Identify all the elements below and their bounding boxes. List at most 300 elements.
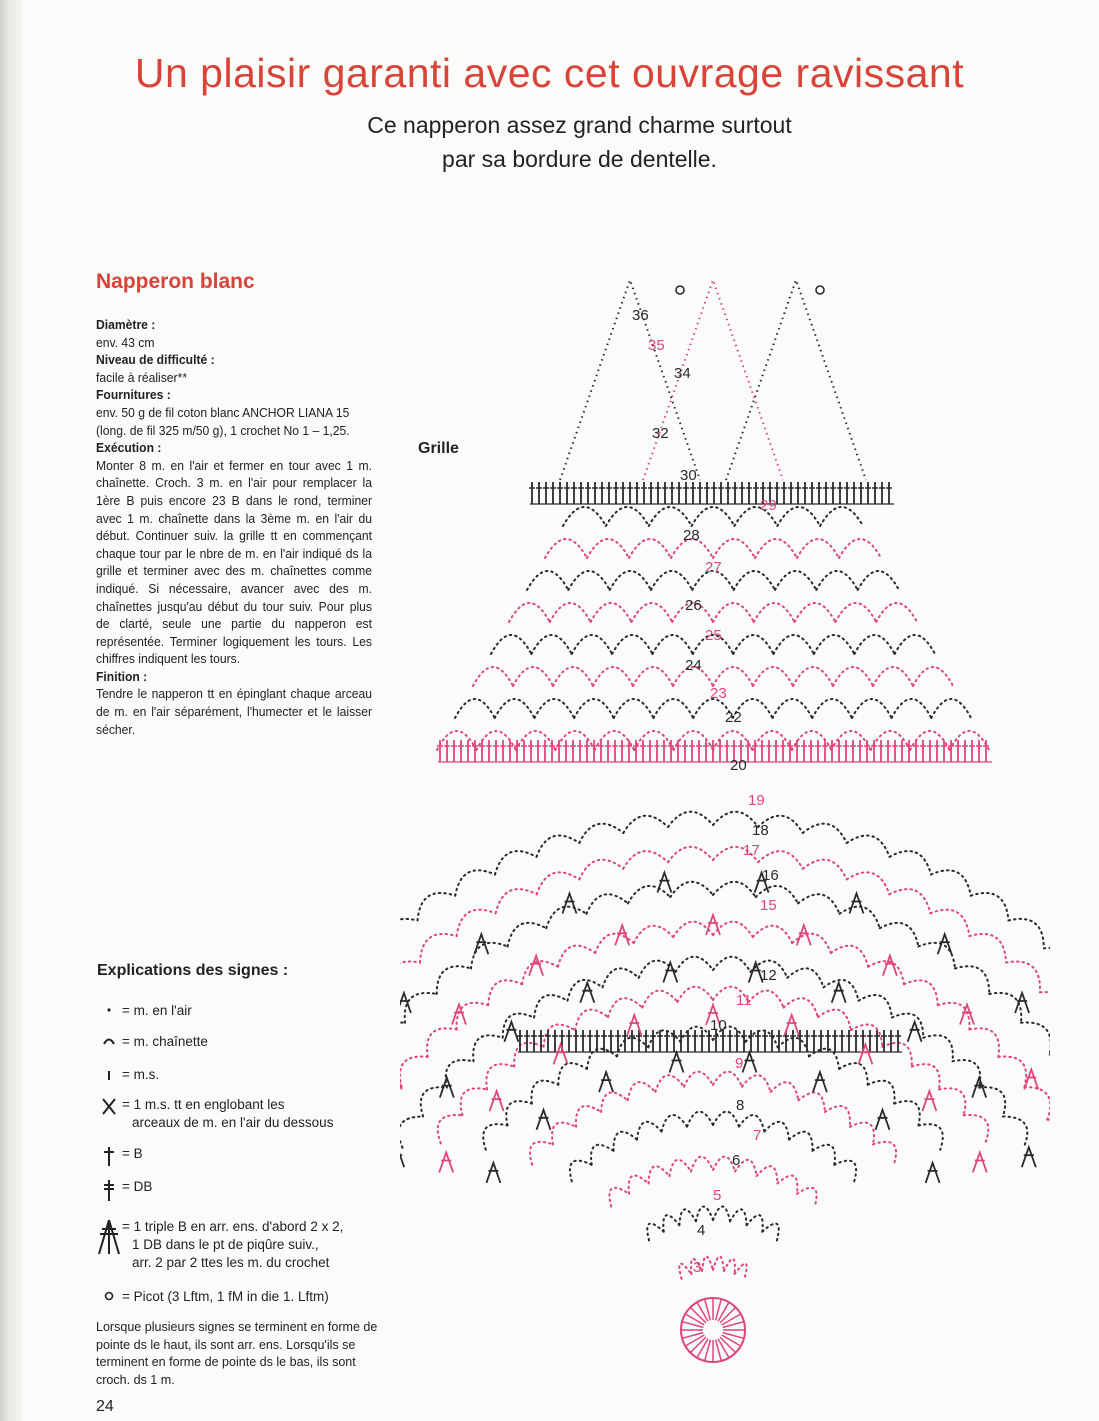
mesh-loop — [631, 603, 672, 622]
cluster-stitch — [922, 1091, 936, 1111]
mesh-loop — [534, 699, 574, 718]
chain-loop — [979, 1087, 1005, 1116]
round-number-label: 16 — [762, 867, 779, 884]
round-number-label: 28 — [683, 527, 700, 544]
chain-loop — [637, 1122, 662, 1140]
chain-loop — [642, 991, 677, 1008]
chain-loop — [670, 882, 713, 897]
chain-loop — [859, 995, 892, 1018]
round-number-label: 30 — [680, 467, 697, 484]
chain-loop — [418, 893, 456, 921]
chain-loop — [713, 882, 756, 897]
legend-text-2: arceaux de m. en l'air du dessous — [132, 1115, 334, 1130]
chain-loop — [609, 1188, 629, 1207]
chain-loop — [742, 1075, 771, 1092]
mesh-loop — [614, 699, 654, 718]
diameter-label: Diamètre : — [96, 317, 156, 332]
chain-loop — [400, 1117, 423, 1148]
legend-item-x — [96, 1096, 333, 1132]
chain-loop — [930, 910, 969, 936]
cluster-stitch — [400, 1147, 404, 1167]
chain-loop — [534, 995, 567, 1018]
legend-item-picot — [96, 1288, 329, 1307]
legend-item-tr — [96, 1178, 152, 1207]
mesh-loop — [754, 603, 795, 622]
chain-loop — [813, 1145, 835, 1165]
mesh-loop — [713, 539, 755, 558]
mesh-loop — [777, 507, 820, 526]
mesh-loop — [591, 603, 632, 622]
mesh-loop — [634, 731, 674, 750]
legend-text-3: arr. 2 par 2 ttes les m. du crochet — [132, 1255, 330, 1270]
chain-loop — [455, 870, 495, 895]
cluster-stitch — [883, 956, 897, 976]
chain-loop — [713, 1112, 739, 1127]
chain-loop — [749, 991, 784, 1008]
round-number-label: 22 — [725, 709, 742, 726]
chain-loop — [613, 1132, 637, 1151]
round-number-label: 19 — [748, 792, 765, 809]
chain-loop — [628, 886, 670, 903]
chain-loop — [400, 962, 420, 993]
chain-loop — [420, 934, 457, 963]
legend-text: = m.s. — [122, 1067, 160, 1082]
chain-loop — [1047, 1120, 1050, 1155]
page-subtitle — [0, 108, 1099, 176]
chain-loop — [623, 816, 668, 833]
mesh-loop — [797, 539, 839, 558]
chain-loop — [558, 1063, 587, 1085]
picot-icon — [96, 1288, 122, 1307]
chain-loop — [730, 1209, 747, 1225]
chain-loop — [998, 1057, 1026, 1087]
round-number-label: 12 — [760, 967, 777, 984]
chain-loop — [1044, 948, 1050, 980]
chain-loop — [777, 1176, 797, 1194]
chain-loop — [514, 1043, 543, 1067]
chain-loop — [1006, 962, 1040, 993]
execution-label: Exécution : — [96, 440, 162, 456]
chain-loop — [890, 851, 932, 874]
top-point — [643, 280, 783, 480]
chain-loop — [969, 934, 1006, 963]
cluster-stitch — [537, 1110, 551, 1130]
round-number-label: 5 — [713, 1187, 722, 1204]
legend-text: = 1 triple B en arr. ens. d'abord 2 x 2, — [122, 1219, 344, 1234]
chain-loop — [713, 1072, 742, 1087]
supplies-label: Fournitures : — [96, 387, 171, 403]
chain-loop — [558, 946, 595, 967]
legend-text: = 1 m.s. tt en englobant les — [122, 1097, 285, 1112]
mesh-loop — [873, 667, 913, 686]
cluster-stitch — [908, 1022, 922, 1042]
chain-loop — [603, 968, 639, 987]
chain-loop — [421, 1087, 447, 1116]
mesh-loop — [931, 699, 971, 718]
mesh-loop — [773, 699, 813, 718]
chain-loop — [724, 1259, 735, 1274]
mesh-loop — [516, 731, 555, 750]
mesh-loop — [913, 667, 953, 686]
chain-loop — [847, 872, 890, 894]
chain-loop — [964, 1115, 989, 1144]
mesh-loop — [606, 507, 649, 526]
mesh-loop — [455, 699, 495, 718]
chain-loop — [608, 998, 642, 1017]
round-number-label: 24 — [685, 657, 702, 674]
chain-loop — [446, 1060, 474, 1088]
chain-loop — [629, 1176, 649, 1194]
mesh-loop — [755, 539, 797, 558]
finishing-value: Tendre le napperon tt en épinglant chaque arceau de m. en l'air séparément, l'humecter et le laisser sécher. — [96, 686, 372, 737]
mesh-loop — [713, 667, 753, 686]
mesh-loop — [895, 635, 935, 654]
legend-text: = Picot (3 Lftm, 1 fM in die 1. Lftm) — [122, 1289, 329, 1304]
round-number-label: 25 — [705, 627, 722, 644]
chain-loop — [798, 1093, 825, 1112]
chain-loop — [889, 889, 930, 913]
round-number-label: 9 — [735, 1055, 744, 1072]
cluster-stitch — [670, 1053, 684, 1073]
chain-loop — [771, 1082, 799, 1100]
legend-item-dc — [96, 1145, 143, 1172]
chain-loop — [483, 1124, 507, 1150]
chain-loop — [757, 1166, 778, 1183]
round-number-label: 11 — [736, 992, 752, 1009]
page-number: 24 — [96, 1398, 114, 1415]
mesh-loop — [892, 699, 932, 718]
chain-loop — [831, 946, 868, 967]
chain-loop — [579, 824, 623, 843]
mesh-loop — [812, 699, 852, 718]
chain-loop — [789, 1132, 813, 1151]
legend-text: = DB — [122, 1179, 153, 1194]
mesh-loop — [692, 507, 735, 526]
mesh-loop — [563, 507, 606, 526]
cluster-stitch — [876, 1110, 890, 1130]
chain-loop — [1003, 1117, 1027, 1148]
chain-loop — [486, 1064, 514, 1089]
chain-loop — [747, 1215, 763, 1232]
mesh-loop — [654, 699, 694, 718]
chain-loop — [473, 1035, 503, 1061]
mesh-loop — [651, 571, 692, 590]
difficulty-label: Niveau de difficulté : — [96, 352, 215, 368]
cluster-stitch — [1022, 1147, 1036, 1167]
mesh-loop — [876, 603, 917, 622]
finishing-label: Finition : — [96, 668, 148, 684]
mesh-loop — [854, 635, 894, 654]
mesh-loop — [574, 699, 614, 718]
chain-loop — [668, 847, 713, 862]
bar-icon — [96, 1066, 122, 1087]
chain-loop — [457, 910, 496, 936]
dagger-icon — [96, 1145, 122, 1172]
mesh-loop — [753, 667, 793, 686]
round-number-label: 32 — [652, 425, 669, 442]
legend-text-2: 1 DB dans le pt de piqûre suiv., — [132, 1237, 319, 1252]
chain-loop — [894, 1101, 920, 1125]
chain-loop — [818, 1010, 851, 1031]
round-number-label: 34 — [674, 365, 691, 382]
cluster-stitch — [832, 983, 846, 1003]
chain-loop — [850, 1123, 874, 1145]
chain-loop — [437, 966, 471, 994]
double-dagger-icon — [96, 1178, 122, 1207]
subtitle-line-2: par sa bordure de dentelle. — [442, 146, 717, 172]
chain-loop — [575, 1010, 608, 1031]
chain-loop — [488, 980, 522, 1005]
mesh-loop — [713, 731, 752, 750]
mesh-loop — [839, 539, 881, 558]
chain-loop — [931, 870, 971, 895]
crochet-chart — [400, 260, 1050, 1410]
cluster-stitch — [743, 1053, 757, 1073]
round-number-label: 7 — [753, 1127, 762, 1144]
round-number-label: 36 — [632, 307, 649, 324]
chain-loop — [840, 907, 880, 929]
mesh-loop — [831, 731, 870, 750]
round-number-label: 26 — [685, 597, 702, 614]
pattern-name: Napperon blanc — [96, 270, 255, 293]
cluster-stitch — [580, 983, 594, 1003]
legend-text: = B — [122, 1146, 143, 1161]
chain-loop — [400, 1087, 402, 1120]
cluster-stitch — [1015, 993, 1029, 1013]
cluster-stitch — [529, 956, 543, 976]
round-number-label: 3 — [693, 1259, 702, 1276]
chain-loop — [969, 1028, 999, 1057]
chain-loop — [971, 893, 1009, 921]
chain-loop — [552, 1123, 576, 1145]
mesh-loop — [814, 635, 854, 654]
mesh-loop — [553, 667, 593, 686]
chain-loop — [702, 1256, 713, 1271]
mesh-loop — [820, 507, 863, 526]
chain-loop — [713, 1256, 724, 1271]
chain-loop — [461, 1088, 487, 1115]
dot-icon — [96, 1002, 122, 1021]
mesh-loop — [835, 603, 876, 622]
chain-loop — [679, 1209, 696, 1225]
top-point — [726, 280, 866, 480]
cluster-stitch — [850, 894, 864, 914]
round-number-label: 18 — [752, 822, 769, 839]
chain-loop — [825, 1106, 850, 1127]
chain-loop — [803, 860, 847, 880]
mesh-loop — [775, 571, 816, 590]
chain-loop — [628, 1082, 656, 1100]
chain-loop — [939, 1088, 965, 1115]
mesh-loop — [555, 731, 594, 750]
mesh-loop — [833, 667, 873, 686]
chain-loop — [798, 894, 840, 914]
mesh-loop — [593, 667, 633, 686]
mesh-loop — [871, 731, 910, 750]
chain-loop — [834, 1161, 856, 1182]
mesh-loop — [633, 667, 673, 686]
chain-loop — [570, 1161, 592, 1182]
cluster-stitch — [615, 925, 629, 945]
round-number-label: 10 — [710, 1017, 727, 1034]
chain-loop — [579, 860, 623, 880]
round-number-label: 27 — [705, 559, 722, 576]
chain-loop — [679, 1264, 691, 1279]
chain-loop — [601, 1093, 628, 1112]
cluster-stitch — [599, 1072, 613, 1092]
cluster-stitch — [486, 1163, 500, 1183]
page-binding — [0, 0, 22, 1421]
chain-loop — [919, 1124, 943, 1150]
page-title: Un plaisir garanti avec cet ouvrage ravissant — [134, 50, 965, 96]
chain-loop — [506, 1101, 532, 1125]
chain-loop — [508, 923, 547, 947]
chain-loop — [634, 926, 673, 943]
chain-loop — [839, 1063, 868, 1085]
execution-value: Monter 8 m. en l'air et fermer en tour avec 1 m. chaînette. Croch. 3 m. en l'air pour remplacer la 1ère B puis encore 23 B dans le rond, terminer avec 1 m. chaînette dans la 3ème m. en l'air du début. Continuer suiv. la grille tt en commençant chaque tour par le nbre de m. en l'air indiqué ds la grille et terminer avec des m. chaînettes comme indiqué. Si nécessaire, avancer avec des m. chaînettes jusqu'au début du tour suiv. Pour plus de clarté, seule une partie du napperon est représentée. Terminer logiquement les tours. Les chiffres indiquent les tours. — [96, 457, 372, 667]
mesh-loop — [572, 635, 612, 654]
chain-loop — [953, 1060, 981, 1088]
chain-loop — [713, 957, 750, 972]
chain-loop — [530, 1142, 553, 1165]
mesh-loop — [774, 635, 814, 654]
round-number-label: 29 — [760, 497, 777, 514]
chain-loop — [1024, 1087, 1050, 1120]
chain-loop — [496, 889, 537, 913]
chain-loop — [904, 980, 938, 1005]
mesh-loop — [531, 635, 571, 654]
mesh-loop — [816, 571, 857, 590]
chain-loop — [678, 987, 714, 1002]
mesh-loop — [649, 507, 692, 526]
round-number-label: 15 — [760, 897, 777, 914]
chain-loop — [803, 824, 847, 843]
chain-loop — [587, 894, 629, 914]
chain-loop — [427, 1028, 457, 1057]
mesh-loop — [568, 571, 609, 590]
chain-loop — [938, 1003, 970, 1030]
legend-note: Lorsque plusieurs signes se terminent en forme de pointe ds le haut, ils sont arr. ens. Lorsqu'ils se terminent en forme de pointe ds le bas, ils sont croch. ds 1 m. — [96, 1319, 378, 1387]
cluster-stitch — [439, 1153, 453, 1173]
chain-loop — [400, 919, 418, 948]
chain-loop — [912, 1064, 940, 1089]
chain-loop — [495, 851, 537, 874]
chain-loop — [647, 1224, 663, 1241]
chain-loop — [649, 1166, 670, 1183]
chain-loop — [676, 957, 713, 972]
diameter-value: env. 43 cm — [96, 334, 155, 350]
round-number-label: 17 — [743, 842, 760, 859]
chain-loop — [762, 1224, 778, 1241]
mesh-loop — [734, 571, 775, 590]
chain-loop — [623, 851, 668, 869]
chain-loop — [576, 1106, 601, 1127]
chain-loop — [400, 1023, 405, 1055]
mesh-loop — [545, 539, 587, 558]
legend-text: = m. chaînette — [122, 1034, 208, 1049]
chain-loop — [669, 1160, 691, 1176]
chain-loop — [1009, 919, 1044, 948]
mesh-loop — [587, 539, 629, 558]
round-number-label: 23 — [710, 685, 727, 702]
mesh-loop — [437, 731, 476, 750]
round-number-label: 8 — [736, 1097, 745, 1114]
chain-loop — [764, 1122, 789, 1140]
round-number-label: 35 — [648, 337, 665, 354]
chain-loop — [713, 1207, 730, 1222]
arc-icon — [96, 1033, 122, 1052]
chain-loop — [537, 872, 580, 894]
chain-loop — [546, 907, 586, 929]
chain-loop — [400, 1057, 428, 1087]
chart-label: Grille — [418, 440, 459, 457]
x-icon — [96, 1096, 122, 1132]
chain-loop — [438, 1115, 463, 1144]
round-number-label: 20 — [730, 757, 747, 774]
mesh-loop — [713, 603, 754, 622]
mesh-loop — [527, 571, 568, 590]
mesh-loop — [858, 571, 899, 590]
chain-loop — [687, 1112, 713, 1127]
cluster-stitch — [797, 925, 811, 945]
chain-loop — [531, 1081, 558, 1104]
mesh-loop — [733, 635, 773, 654]
cluster-stitch — [563, 894, 577, 914]
cluster-stitch — [926, 1163, 940, 1183]
mesh-loop — [473, 667, 513, 686]
cluster-stitch — [973, 1153, 987, 1173]
mesh-loop — [550, 603, 591, 622]
triple-cluster-icon — [96, 1218, 122, 1272]
mesh-loop — [950, 731, 989, 750]
mesh-loop — [795, 603, 836, 622]
subtitle-line-1: Ce napperon assez grand charme surtout — [367, 112, 792, 138]
cluster-stitch — [490, 1091, 504, 1111]
chain-loop — [797, 1188, 817, 1207]
chain-loop — [955, 966, 989, 994]
chain-loop — [868, 1081, 895, 1104]
chain-loop — [753, 926, 792, 943]
difficulty-value: facile à réaliser** — [96, 369, 188, 385]
mesh-loop — [793, 667, 833, 686]
chain-loop — [696, 1207, 713, 1222]
cluster-stitch — [452, 1005, 466, 1025]
mesh-loop — [653, 635, 693, 654]
chain-loop — [591, 1145, 613, 1165]
chain-loop — [873, 1142, 896, 1165]
mesh-loop — [509, 603, 550, 622]
legend-text: = m. en l'air — [122, 1003, 192, 1018]
cluster-stitch — [504, 1022, 518, 1042]
chain-loop — [655, 1075, 684, 1092]
pattern-instructions — [96, 316, 372, 738]
legend-title: Explications des signes : — [97, 962, 289, 979]
legend-item-sc — [96, 1066, 159, 1087]
mesh-loop — [495, 699, 535, 718]
picot-mark — [816, 286, 824, 294]
mesh-loop — [491, 635, 531, 654]
chain-loop — [684, 1072, 713, 1087]
mesh-loop — [513, 667, 553, 686]
chain-loop — [735, 1264, 747, 1279]
chain-loop — [663, 1215, 679, 1232]
legend-item-chain — [96, 1002, 192, 1021]
mesh-loop — [674, 731, 713, 750]
chain-loop — [457, 1003, 489, 1030]
chain-loop — [1021, 1023, 1050, 1055]
chain-loop — [787, 968, 823, 987]
chain-loop — [668, 812, 713, 827]
